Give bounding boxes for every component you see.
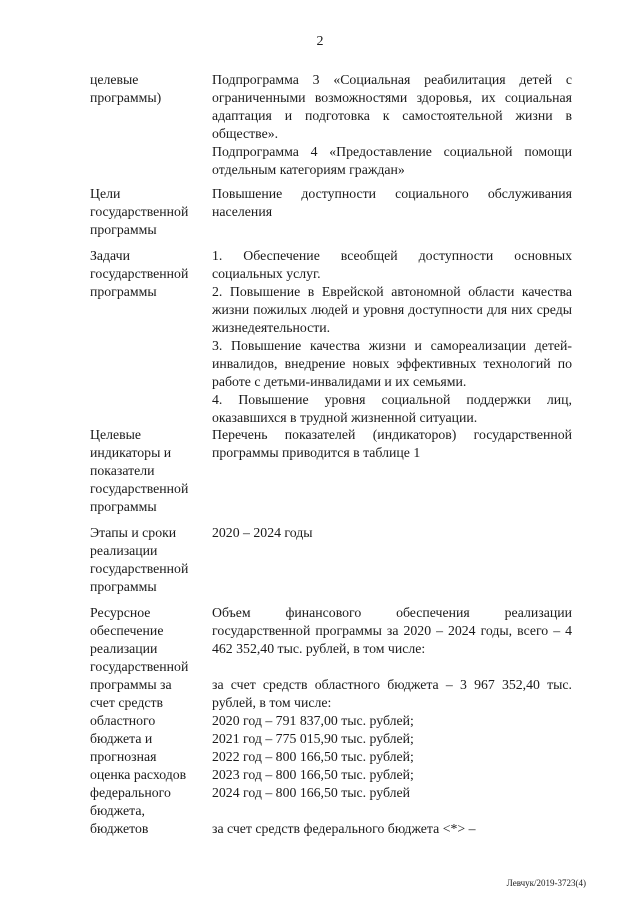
label-line: программы [90, 222, 157, 237]
label-line: Целевые [90, 427, 142, 442]
label-line: программы за [90, 677, 172, 692]
year-amount: 2022 год – 800 166,50 тыс. рублей; [212, 749, 414, 764]
label-line: программы [90, 579, 157, 594]
task-item: 1. Обеспечение всеобщей доступности основных социальных услуг. [212, 248, 572, 281]
section-content [212, 426, 572, 462]
task-item: 4. Повышение уровня социальной поддержки лиц, оказавшихся в трудной жизненной ситуации. [212, 392, 572, 425]
document-code: Левчук/2019-3723(4) [506, 878, 586, 888]
label-line: счет средств [90, 695, 164, 710]
task-item: 2. Повышение в Еврейской автономной области качества жизни пожилых людей и уровня доступности для них среды жизнедеятельности. [212, 284, 572, 335]
year-amount: 2021 год – 775 015,90 тыс. рублей; [212, 731, 414, 746]
label-line: обеспечение [90, 623, 164, 638]
stages-text: 2020 – 2024 годы [212, 525, 313, 540]
page-number: 2 [316, 34, 324, 49]
funding-total-text: Объем финансового обеспечения реализации государственной программы за 2020 – 2024 годы, всего – 4 462 352,40 тыс. рублей, в том числе: [212, 605, 572, 656]
label-line: государственной [90, 266, 189, 281]
label-line: Ресурсное [90, 605, 151, 620]
year-amount: 2024 год – 800 166,50 тыс. рублей [212, 785, 411, 800]
section-label [90, 426, 208, 516]
label-line: реализации [90, 543, 158, 558]
label-line: программы) [90, 90, 162, 105]
indicators-text: Перечень показателей (индикаторов) государственной программы приводится в таблице 1 [212, 427, 572, 460]
label-line: программы [90, 499, 157, 514]
label-line: государственной [90, 481, 189, 496]
section-content [212, 604, 572, 838]
label-line: показатели [90, 463, 155, 478]
label-line: областного [90, 713, 156, 728]
label-line: государственной [90, 204, 189, 219]
label-line: прогнозная [90, 749, 157, 764]
section-label [90, 185, 208, 239]
year-amount: 2023 год – 800 166,50 тыс. рублей; [212, 767, 414, 782]
section-label [90, 71, 208, 107]
label-line: бюджета, [90, 803, 145, 818]
regional-budget-text: за счет средств областного бюджета – 3 967 352,40 тыс. рублей, в том числе: [212, 677, 572, 710]
year-amount: 2020 год – 791 837,00 тыс. рублей; [212, 713, 414, 728]
label-line: программы [90, 284, 157, 299]
label-line: государственной [90, 659, 189, 674]
label-line: Этапы и сроки [90, 525, 177, 540]
label-line: оценка расходов [90, 767, 187, 782]
label-line: реализации [90, 641, 158, 656]
section-label [90, 247, 208, 301]
section-content [212, 247, 572, 427]
section-content [212, 185, 572, 221]
subprogram-3-text: Подпрограмма 3 «Социальная реабилитация детей с ограниченными возможностями здоровья, их социальная адаптация и подготовка к самостоятельной жизни в обществе». [212, 72, 572, 141]
label-line: целевые [90, 72, 139, 87]
label-line: Цели [90, 186, 121, 201]
label-line: федерального [90, 785, 171, 800]
label-line: государственной [90, 561, 189, 576]
section-content [212, 71, 572, 179]
task-item: 3. Повышение качества жизни и самореализации детей-инвалидов, внедрение новых эффективных технологий по работе с детьми-инвалидами и их семьями. [212, 338, 572, 389]
subprogram-4-text: Подпрограмма 4 «Предоставление социальной помощи отдельным категориям граждан» [212, 144, 572, 177]
label-line: бюджетов [90, 821, 149, 836]
federal-budget-text: за счет средств федерального бюджета <*> – [212, 821, 476, 836]
goals-text: Повышение доступности социального обслуживания населения [212, 186, 572, 219]
section-label [90, 604, 208, 838]
label-line: бюджета и [90, 731, 153, 746]
label-line: индикаторы и [90, 445, 172, 460]
section-content [212, 524, 572, 542]
section-label [90, 524, 208, 596]
label-line: Задачи [90, 248, 130, 263]
